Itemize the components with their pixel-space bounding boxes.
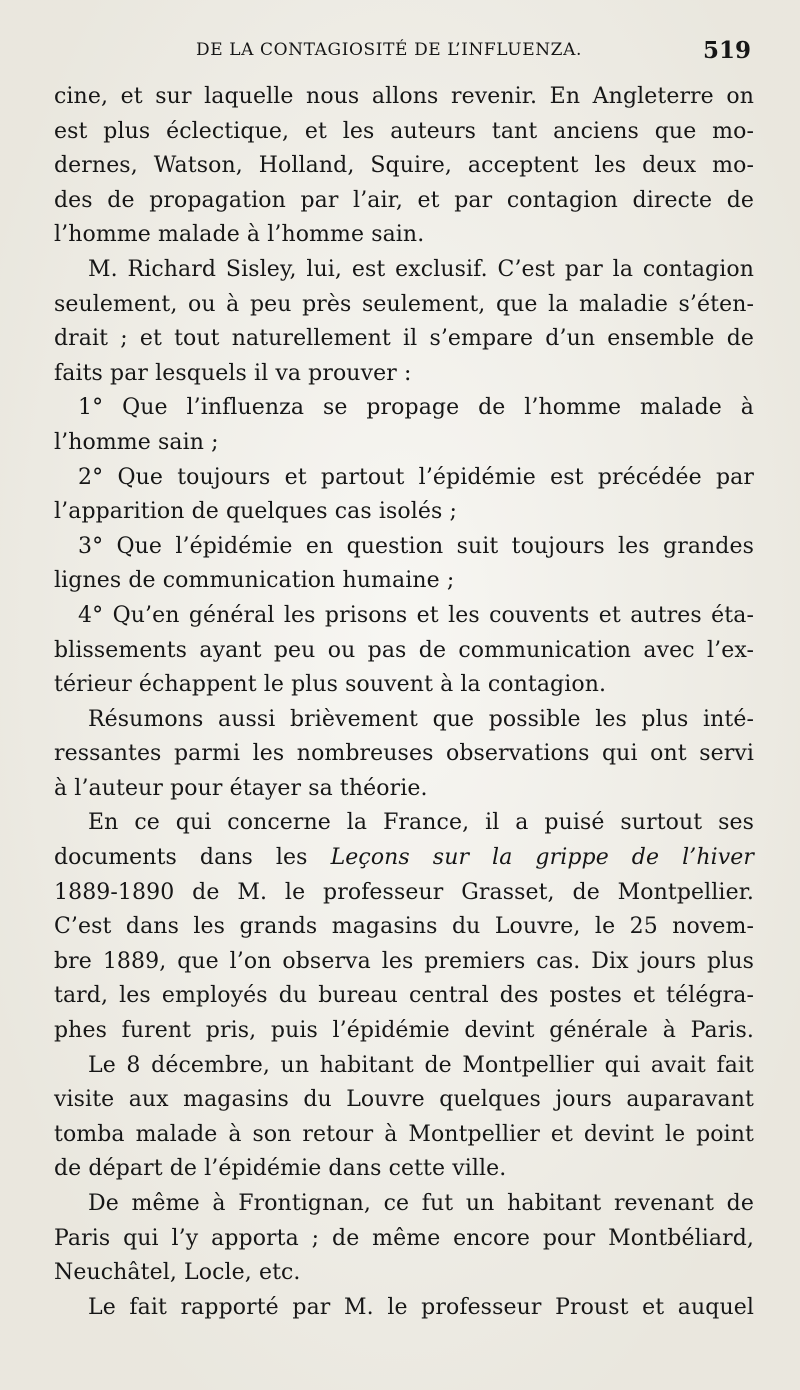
text-line: des de propagation par l’air, et par contagion directe de [54, 187, 754, 213]
text-line: à l’auteur pour étayer sa théorie. [54, 775, 428, 801]
text-line: Résumons aussi brièvement que possible les plus inté- [88, 706, 754, 732]
text-line: blissements ayant peu ou pas de communication avec l’ex- [54, 637, 754, 663]
book-title-italic: Leçons sur la grippe de l’hiver [330, 845, 754, 871]
text-line: 2° Que toujours et partout l’épidémie est précédée par [78, 464, 754, 490]
text-line: de départ de l’épidémie dans cette ville. [54, 1156, 507, 1182]
text-line: 4° Qu’en général les prisons et les couvents et autres éta- [78, 602, 754, 628]
text-line: lignes de communication humaine ; [54, 568, 455, 594]
text-line: Le 8 décembre, un habitant de Montpellier qui avait fait [88, 1052, 754, 1078]
text-line: phes furent pris, puis l’épidémie devint générale à Paris. [54, 1018, 754, 1044]
text-line: ressantes parmi les nombreuses observations qui ont servi [54, 741, 754, 767]
text-line: dernes, Watson, Holland, Squire, acceptent les deux mo- [54, 153, 754, 179]
page-header [0, 37, 800, 70]
text-line: l’homme sain ; [54, 429, 219, 455]
text-line: En ce qui concerne la France, il a puisé surtout ses [88, 810, 754, 836]
text-line: l’apparition de quelques cas isolés ; [54, 499, 457, 525]
text-line: 1889-1890 de M. le professeur Grasset, de Montpellier. [54, 879, 754, 905]
text-line: Paris qui l’y apporta ; de même encore pour Montbéliard, [54, 1225, 754, 1251]
text-line: cine, et sur laquelle nous allons revenir. En Angleterre on [54, 84, 754, 109]
text-line: tomba malade à son retour à Montpellier et devint le point [54, 1121, 754, 1147]
text-line: tard, les employés du bureau central des postes et télégra- [54, 983, 754, 1009]
text-line: C’est dans les grands magasins du Louvre, le 25 novem- [54, 914, 754, 940]
text-line: térieur échappent le plus souvent à la contagion. [54, 672, 607, 698]
body-text [54, 80, 754, 1325]
running-title: DE LA CONTAGIOSITÉ DE L’INFLUENZA. [196, 40, 582, 60]
text-line: l’homme malade à l’homme sain. [54, 222, 425, 248]
text-line: 1° Que l’influenza se propage de l’homme malade à [78, 395, 754, 421]
text-line: drait ; et tout naturellement il s’empare d’un ensemble de [54, 326, 754, 352]
text-line: 3° Que l’épidémie en question suit toujours les grandes [78, 533, 754, 559]
text-line: seulement, ou à peu près seulement, que la maladie s’éten- [54, 291, 754, 317]
page-number: 519 [703, 37, 752, 64]
text-line: Le fait rapporté par M. le professeur Proust et auquel [88, 1294, 754, 1320]
text-line: faits par lesquels il va prouver : [54, 360, 412, 386]
text-line: M. Richard Sisley, lui, est exclusif. C’est par la contagion [88, 256, 754, 282]
text-line: Neuchâtel, Locle, etc. [54, 1260, 301, 1286]
text-segment: documents dans les [54, 845, 331, 871]
text-line: est plus éclectique, et les auteurs tant anciens que mo- [54, 118, 754, 144]
text-line: visite aux magasins du Louvre quelques jours auparavant [54, 1087, 754, 1113]
text-line: bre 1889, que l’on observa les premiers cas. Dix jours plus [54, 948, 754, 974]
text-line: De même à Frontignan, ce fut un habitant revenant de [88, 1191, 754, 1216]
text-line [54, 841, 754, 876]
